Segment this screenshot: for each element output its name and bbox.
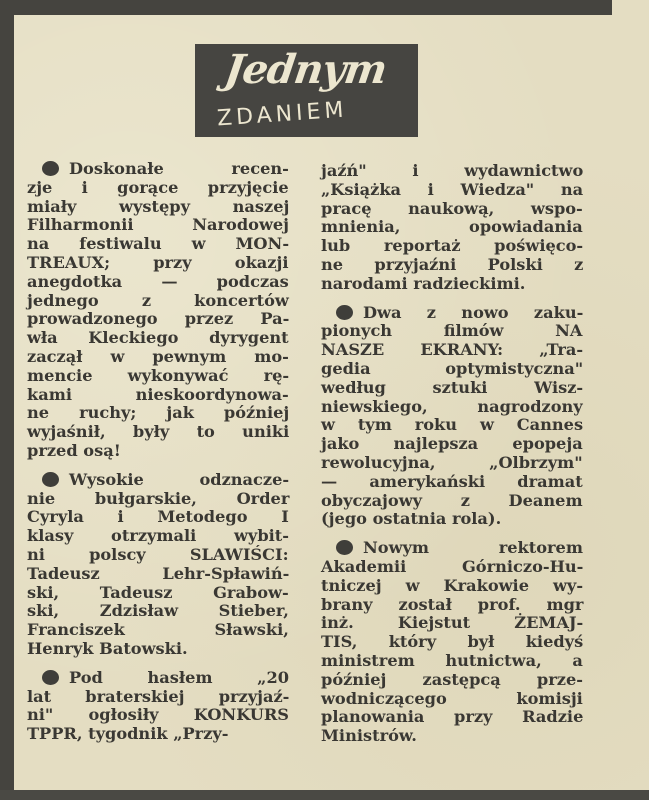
text-line-content: brany został prof. mgr <box>321 594 584 614</box>
text-line <box>321 473 583 492</box>
text-line-content: anegdotka — podczas <box>27 271 289 291</box>
news-item <box>27 160 289 461</box>
text-line <box>321 275 583 294</box>
text-line <box>27 160 289 179</box>
news-item <box>321 162 583 294</box>
text-line-content: TPPR, tygodnik „Przy- <box>27 724 229 744</box>
text-line-content: lat braterskiej przyjaź- <box>27 686 290 706</box>
text-line-content: wyjaśnił, były to uniki <box>27 422 290 442</box>
text-line-content: rewolucyjna, „Olbrzym" <box>321 452 583 472</box>
text-line <box>321 727 583 746</box>
text-line-content: ministrem hutnictwa, a <box>321 650 583 670</box>
text-line-content: Filharmonii Narodowej <box>27 215 290 235</box>
text-line <box>27 584 289 603</box>
text-line-content: Pod hasłem „20 <box>69 667 290 687</box>
text-line <box>27 386 289 405</box>
text-line <box>321 596 583 615</box>
text-line-content: zaczął w pewnym mo- <box>27 346 289 366</box>
text-line <box>27 546 289 565</box>
text-line-content: Cyryla i Metodego I <box>27 507 289 527</box>
text-line-content: Franciszek Sławski, <box>27 620 289 640</box>
heading-script-text: Jednym <box>221 46 390 93</box>
text-line <box>27 367 289 386</box>
bullet-dot-icon <box>336 305 353 320</box>
text-line-content: Akademii Górniczo-Hu- <box>321 556 584 576</box>
text-line <box>27 404 289 423</box>
text-line-content: Doskonałe recen- <box>69 159 289 178</box>
text-line <box>27 621 289 640</box>
text-line <box>321 614 583 633</box>
text-line <box>321 341 583 360</box>
text-line <box>321 708 583 727</box>
news-item <box>27 471 289 659</box>
text-line-content: ni" ogłosiły KONKURS <box>27 705 289 725</box>
text-line <box>321 454 583 473</box>
text-line-content: wła Kleckiego dyrygent <box>27 328 289 348</box>
text-line <box>321 200 583 219</box>
text-line-content: niewskiego, nagrodzony <box>321 396 583 416</box>
text-line-content: miały występy naszej <box>27 196 290 216</box>
text-line-content: jednego z koncertów <box>27 290 289 310</box>
text-line <box>27 725 289 744</box>
text-line-content: obyczajowy z Deanem <box>321 490 583 510</box>
text-line <box>321 256 583 275</box>
news-item <box>27 669 289 744</box>
text-line <box>321 398 583 417</box>
text-line <box>27 640 289 659</box>
text-line-content: inż. Kiejstut ŻEMAJ- <box>321 613 584 633</box>
text-line <box>27 527 289 546</box>
text-line-content: przed osą! <box>27 440 121 460</box>
top-border <box>0 0 612 15</box>
text-line <box>27 254 289 273</box>
text-line-content: na festiwalu w MON- <box>27 234 290 254</box>
text-line-content: „Książka i Wiedza" na <box>321 179 584 199</box>
text-line-content: mnienia, opowiadania <box>321 217 583 237</box>
news-item <box>321 304 583 530</box>
text-line-content: kami nieskoordynowa- <box>27 384 289 404</box>
text-line-content: planowania przy Radzie <box>321 707 584 727</box>
text-line-content: pracę naukową, wspo- <box>321 198 583 218</box>
text-line <box>27 235 289 254</box>
text-line <box>27 508 289 527</box>
text-line-content: według sztuki Wisz- <box>321 377 584 397</box>
text-line-content: Ministrów. <box>321 726 417 746</box>
bullet-dot-icon <box>42 161 59 176</box>
text-line <box>27 216 289 235</box>
text-line <box>321 416 583 435</box>
text-line-content: pionych filmów NA <box>321 321 583 341</box>
text-line <box>321 577 583 596</box>
text-line-content: Wysokie odznacze- <box>69 469 290 489</box>
text-line <box>27 179 289 198</box>
text-line-content: zje i gorące przyjęcie <box>27 177 289 197</box>
text-line <box>321 304 583 323</box>
text-line-content: lub reportaż poświęco- <box>321 236 584 256</box>
text-line <box>321 162 583 181</box>
text-line-content: jaźń" i wydawnictwo <box>321 161 584 180</box>
section-heading <box>195 44 418 137</box>
text-line-content: NASZE EKRANY: „Tra- <box>321 340 584 360</box>
text-line <box>321 652 583 671</box>
text-line-content: później zastępcą prze- <box>321 669 583 689</box>
text-line <box>27 329 289 348</box>
text-line-content: wodniczącego komisji <box>321 688 583 708</box>
left-column <box>27 160 289 754</box>
text-line-content: TREAUX; przy okazji <box>27 252 289 272</box>
text-line-content: jako najlepsza epopeja <box>321 434 583 454</box>
text-line <box>321 492 583 511</box>
text-line <box>321 671 583 690</box>
text-line-content: narodami radzieckimi. <box>321 273 526 293</box>
left-border <box>0 0 14 800</box>
heading-caps-text: ZDANIEM <box>216 97 349 132</box>
bullet-dot-icon <box>42 472 59 487</box>
text-line <box>321 539 583 558</box>
text-line-content: tniczej w Krakowie wy- <box>321 575 584 595</box>
text-line <box>27 490 289 509</box>
text-line <box>321 218 583 237</box>
text-line <box>321 237 583 256</box>
text-line <box>27 602 289 621</box>
text-line <box>321 379 583 398</box>
text-line <box>27 310 289 329</box>
text-line-content: Nowym rektorem <box>363 538 583 558</box>
text-line <box>321 558 583 577</box>
text-line <box>321 181 583 200</box>
text-line <box>27 423 289 442</box>
text-line-content: Tadeusz Lehr-Spławiń- <box>27 563 290 583</box>
text-line <box>27 442 289 461</box>
text-line-content: ni polscy SLAWIŚCI: <box>27 544 289 564</box>
right-column <box>321 162 583 756</box>
bullet-dot-icon <box>42 670 59 685</box>
text-line-content: ne przyjaźni Polski z <box>321 254 584 274</box>
text-line <box>27 706 289 725</box>
text-line-content: Henryk Batowski. <box>27 638 188 658</box>
text-line <box>321 435 583 454</box>
text-line <box>27 198 289 217</box>
news-item <box>321 539 583 746</box>
text-line <box>27 669 289 688</box>
text-line-content: Dwa z nowo zaku- <box>363 302 584 322</box>
text-line <box>321 510 583 529</box>
text-line-content: ski, Tadeusz Grabow- <box>27 582 289 602</box>
text-line-content: TIS, który był kiedyś <box>321 632 584 652</box>
text-line <box>27 471 289 490</box>
bottom-border <box>0 790 649 800</box>
text-line-content: w tym roku w Cannes <box>321 415 584 435</box>
text-line-content: klasy otrzymali wybit- <box>27 526 289 546</box>
text-line <box>321 633 583 652</box>
text-line-content: (jego ostatnia rola). <box>321 509 502 529</box>
text-line-content: gedia optymistyczna" <box>321 358 584 378</box>
text-line <box>321 360 583 379</box>
text-line <box>321 322 583 341</box>
text-line <box>27 348 289 367</box>
text-line <box>27 688 289 707</box>
text-line-content: mencie wykonywać rę- <box>27 365 290 385</box>
bullet-dot-icon <box>336 540 353 555</box>
text-line <box>27 273 289 292</box>
text-line-content: ski, Zdzisław Stieber, <box>27 601 289 621</box>
text-line <box>27 565 289 584</box>
text-line <box>27 292 289 311</box>
text-line-content: prowadzonego przez Pa- <box>27 309 290 329</box>
text-line-content: ne ruchy; jak później <box>27 403 290 423</box>
text-line-content: nie bułgarskie, Order <box>27 488 290 508</box>
text-line <box>321 690 583 709</box>
text-line-content: — amerykański dramat <box>321 471 583 491</box>
